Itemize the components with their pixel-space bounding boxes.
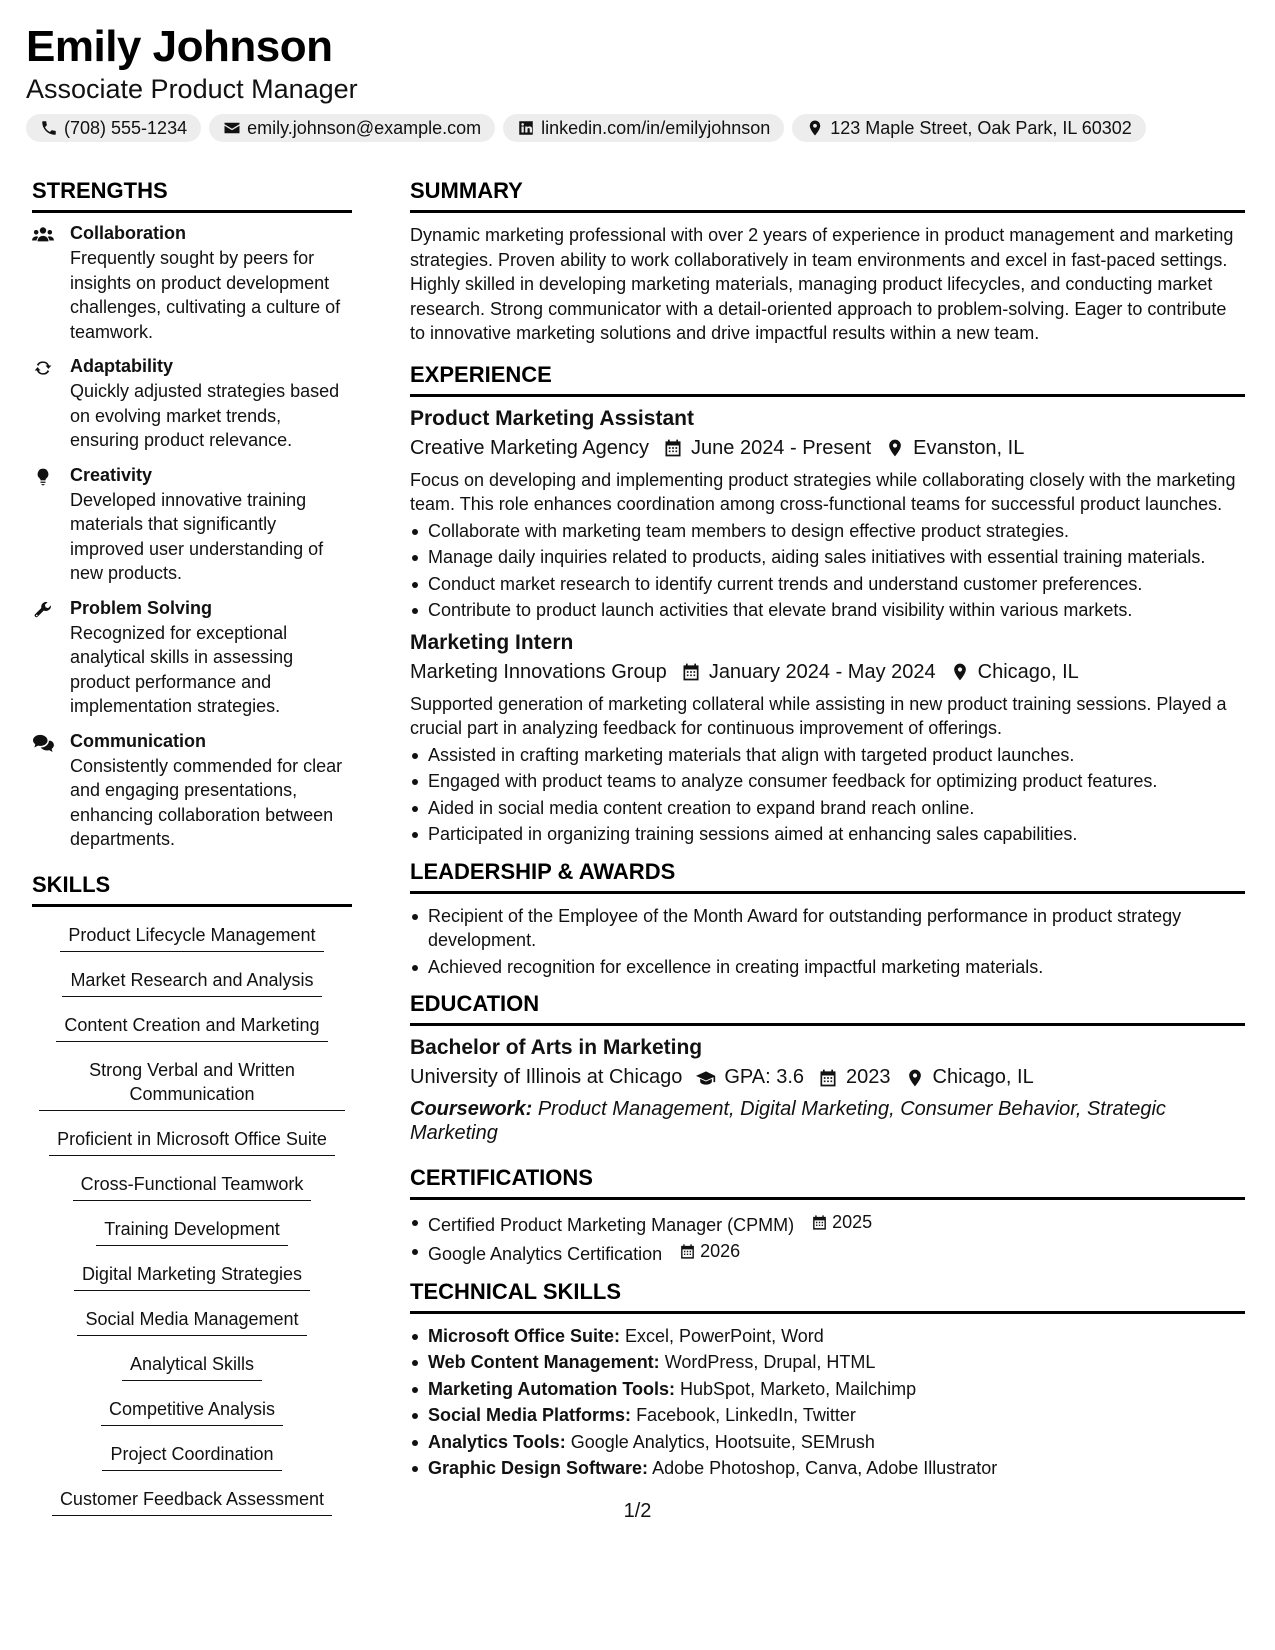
strength-item [32, 223, 352, 344]
list-item [410, 1430, 1245, 1455]
tech-label: Social Media Platforms: [428, 1405, 632, 1425]
leadership-title: LEADERSHIP & AWARDS [410, 859, 1245, 894]
wrench-icon [32, 600, 54, 620]
list-item: Recipient of the Employee of the Month Award for outstanding performance in product strategy development. [410, 904, 1245, 953]
strength-title: Problem Solving [70, 597, 213, 618]
skill-list [32, 917, 352, 1532]
skill-tag: Market Research and Analysis [62, 968, 321, 997]
strength-title: Creativity [70, 464, 153, 485]
gpa: GPA: 3.6 [724, 1066, 805, 1088]
contact-phone-text: (708) 555-1234 [64, 117, 188, 138]
summary-title: SUMMARY [410, 178, 1245, 213]
job-entry [410, 407, 1245, 623]
job-bullets [410, 519, 1245, 623]
list-item [410, 1456, 1245, 1481]
contact-email-text: emily.johnson@example.com [247, 117, 482, 138]
skill-tag: Proficient in Microsoft Office Suite [49, 1127, 335, 1156]
skills-title: SKILLS [32, 872, 352, 907]
right-column [410, 178, 1245, 1493]
strengths-title: STRENGTHS [32, 178, 352, 213]
lightbulb-icon [32, 467, 54, 487]
left-column [32, 178, 352, 1532]
contact-phone[interactable] [26, 114, 201, 142]
linkedin-icon [517, 119, 535, 137]
certification-name: Certified Product Marketing Manager (CPMM) [428, 1214, 795, 1235]
tech-label: Graphic Design Software: [428, 1458, 649, 1478]
job-location: Evanston, IL [913, 436, 1025, 459]
job-bullets [410, 743, 1245, 847]
tech-value: Facebook, LinkedIn, Twitter [636, 1405, 856, 1425]
list-item: Manage daily inquiries related to products, aiding sales initiatives with essential training materials. [410, 545, 1245, 570]
list-item: Assisted in crafting marketing materials that align with targeted product launches. [410, 743, 1245, 768]
envelope-icon [223, 119, 241, 137]
skill-tag: Social Media Management [77, 1307, 306, 1336]
strength-item [32, 731, 352, 852]
tech-label: Marketing Automation Tools: [428, 1378, 675, 1399]
technical-skills-list [410, 1324, 1245, 1481]
leadership-section [410, 859, 1245, 980]
certification-name: Google Analytics Certification [428, 1244, 663, 1264]
tech-label: Microsoft Office Suite: [428, 1325, 621, 1346]
job-title: Marketing Intern [410, 630, 574, 654]
skill-tag: Training Development [96, 1217, 287, 1246]
tech-value: Google Analytics, Hootsuite, SEMrush [570, 1431, 875, 1452]
map-marker-icon [905, 1068, 925, 1088]
job-location: Chicago, IL [977, 660, 1079, 683]
tech-label: Web Content Management: [428, 1352, 660, 1372]
school-name: University of Illinois at Chicago [410, 1066, 683, 1088]
calendar-icon [811, 1214, 828, 1231]
candidate-name: Emily Johnson [26, 22, 333, 71]
tech-label: Analytics Tools: [428, 1431, 566, 1452]
map-marker-icon [806, 119, 824, 137]
job-dates: June 2024 - Present [691, 436, 872, 459]
job-meta [410, 661, 1245, 684]
job-title: Product Marketing Assistant [410, 406, 694, 430]
contact-linkedin[interactable] [503, 114, 784, 142]
skill-tag: Content Creation and Marketing [56, 1013, 327, 1042]
list-item [410, 1350, 1245, 1375]
strength-desc: Recognized for exceptional analytical skills in assessing product performance and implementation strategies. [70, 622, 294, 716]
users-icon [32, 225, 54, 245]
summary-text: Dynamic marketing professional with over 2 years of experience in product management and marketing strategies. Proven ability to work collaboratively in team environments and excel in fast-paced settings. Highly skilled in developing marketing materials, managing product lifecycles, and conducting market research. Strong communicator with a detail-oriented approach to problem-solving. Eager to contribute to innovative marketing solutions and drive impactful results within a new team. [410, 225, 1234, 343]
calendar-icon [818, 1068, 838, 1088]
strength-title: Adaptability [70, 356, 174, 376]
list-item [410, 1377, 1245, 1402]
list-item: Achieved recognition for excellence in creating impactful marketing materials. [410, 955, 1245, 980]
skill-tag: Strong Verbal and Written Communication [39, 1058, 345, 1111]
school-location: Chicago, IL [932, 1066, 1034, 1088]
experience-title: EXPERIENCE [410, 362, 1245, 397]
contact-bar [26, 114, 1146, 142]
education-section [410, 991, 1245, 1145]
strength-item [32, 465, 352, 586]
technical-skills-title: TECHNICAL SKILLS [410, 1279, 1245, 1314]
tech-value: Excel, PowerPoint, Word [625, 1325, 824, 1346]
strength-desc: Frequently sought by peers for insights on product development challenges, cultivating a culture of teamwork. [70, 248, 341, 342]
contact-linkedin-text: linkedin.com/in/emilyjohnson [541, 117, 771, 138]
certifications-section [410, 1165, 1245, 1267]
job-company: Creative Marketing Agency [410, 436, 650, 459]
contact-email[interactable] [209, 114, 495, 142]
certification-year: 2026 [700, 1241, 741, 1262]
strength-desc: Developed innovative training materials that significantly improved user understanding of new products. [70, 489, 324, 583]
certification-year: 2025 [832, 1212, 873, 1232]
candidate-role: Associate Product Manager [26, 74, 358, 104]
map-marker-icon [885, 438, 905, 458]
experience-section [410, 362, 1245, 847]
certification-list [410, 1210, 1245, 1267]
strength-title: Collaboration [70, 223, 186, 243]
list-item: Participated in organizing training sessions aimed at enhancing sales capabilities. [410, 822, 1245, 847]
contact-address [792, 114, 1146, 142]
list-item [410, 1239, 1245, 1266]
tech-value: HubSpot, Marketo, Mailchimp [680, 1378, 917, 1399]
list-item: Conduct market research to identify current trends and understand customer preferences. [410, 572, 1245, 597]
list-item [410, 1210, 1245, 1237]
tech-value: Adobe Photoshop, Canva, Adobe Illustrator [652, 1458, 998, 1478]
skill-tag: Project Coordination [102, 1442, 281, 1471]
technical-skills-section [410, 1279, 1245, 1481]
job-company: Marketing Innovations Group [410, 660, 667, 683]
leadership-list [410, 904, 1245, 980]
skill-tag: Competitive Analysis [101, 1397, 283, 1426]
graduation-cap-icon [696, 1068, 716, 1088]
strength-desc: Quickly adjusted strategies based on evolving market trends, ensuring product relevance. [70, 381, 340, 450]
degree-title: Bachelor of Arts in Marketing [410, 1036, 703, 1059]
summary-section [410, 178, 1245, 346]
skills-section [32, 872, 352, 1532]
page-number: 1/2 [623, 1500, 652, 1522]
skill-tag: Cross-Functional Teamwork [73, 1172, 312, 1201]
education-meta [410, 1066, 1245, 1089]
job-description: Supported generation of marketing collateral while assisting in new product training sessions. Played a crucial part in analyzing feedback for continuous improvement of offerings. [410, 693, 1227, 738]
map-marker-icon [950, 662, 970, 682]
list-item [410, 1324, 1245, 1349]
skill-tag: Digital Marketing Strategies [74, 1262, 310, 1291]
job-entry [410, 631, 1245, 847]
coursework-label: Coursework: [410, 1098, 533, 1120]
education-title: EDUCATION [410, 991, 1245, 1026]
job-description: Focus on developing and implementing product strategies while collaborating closely with the marketing team. This role enhances coordination among cross-functional teams for successful product launches. [410, 469, 1236, 514]
job-dates: January 2024 - May 2024 [708, 660, 936, 683]
list-item: Aided in social media content creation to expand brand reach online. [410, 796, 1245, 821]
skill-tag: Product Lifecycle Management [60, 923, 323, 952]
skill-tag: Customer Feedback Assessment [52, 1487, 332, 1516]
job-meta [410, 437, 1245, 460]
list-item: Engaged with product teams to analyze consumer feedback for optimizing product features. [410, 769, 1245, 794]
phone-icon [40, 119, 58, 137]
strength-item [32, 356, 352, 453]
list-item: Collaborate with marketing team members to design effective product strategies. [410, 519, 1245, 544]
skill-tag: Analytical Skills [122, 1352, 262, 1381]
list-item: Contribute to product launch activities that elevate brand visibility within various markets. [410, 598, 1245, 623]
calendar-icon [663, 438, 683, 458]
list-item [410, 1403, 1245, 1428]
graduation-year: 2023 [846, 1066, 891, 1088]
strength-item [32, 598, 352, 719]
calendar-icon [679, 1243, 696, 1260]
coursework-text: Product Management, Digital Marketing, Consumer Behavior, Strategic Marketing [410, 1098, 1166, 1144]
certifications-title: CERTIFICATIONS [410, 1165, 1245, 1200]
tech-value: WordPress, Drupal, HTML [664, 1352, 876, 1372]
comments-icon [32, 733, 54, 753]
strengths-section [32, 178, 352, 852]
contact-address-text: 123 Maple Street, Oak Park, IL 60302 [830, 117, 1132, 138]
strength-desc: Consistently commended for clear and engaging presentations, enhancing collaboration between departments. [70, 755, 343, 849]
sync-icon [32, 358, 54, 378]
coursework [410, 1097, 1245, 1145]
strength-title: Communication [70, 730, 207, 751]
calendar-icon [681, 662, 701, 682]
